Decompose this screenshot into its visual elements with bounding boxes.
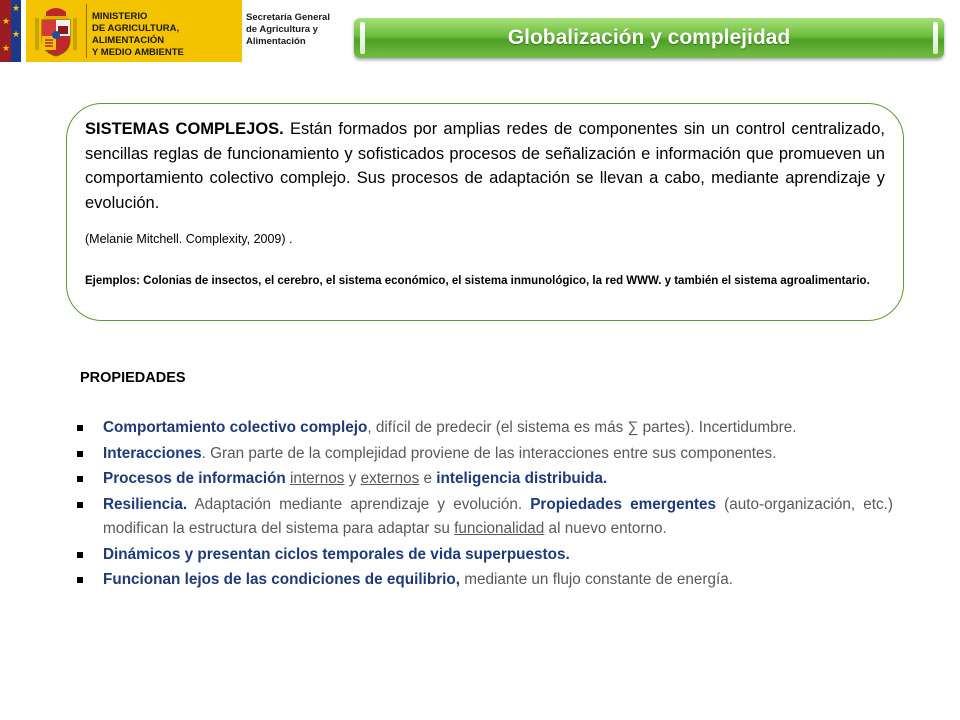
keyword: Propiedades emergentes (530, 495, 717, 513)
bullet-icon (77, 451, 83, 457)
list-item (76, 416, 893, 441)
secretaria-name: Secretaría General de Agricultura y Alimentación (246, 12, 330, 47)
list-item (76, 543, 893, 568)
keyword: inteligencia distribuida. (436, 470, 608, 487)
properties-heading: PROPIEDADES (80, 370, 186, 386)
item-text: mediante un flujo constante de energía. (460, 571, 733, 588)
keyword: Procesos de información (103, 470, 286, 487)
list-item (76, 493, 893, 542)
ministry-logo (0, 0, 242, 62)
underlined-term: internos (290, 470, 345, 487)
star-icon: ★ (2, 16, 11, 26)
item-text: y (344, 470, 361, 487)
item-text: e (419, 470, 437, 487)
bullet-icon (77, 502, 83, 508)
star-icon: ★ (12, 29, 21, 39)
item-text: (auto-organización, etc.) modifican la estructura del sistema para adaptar su (103, 495, 894, 537)
definition-examples: Ejemplos: Colonias de insectos, el cerebro, el sistema económico, el sistema inmunológico, la red WWW. y también el sistema agroalimentario. (85, 275, 870, 287)
ministry-name: MINISTERIO DE AGRICULTURA, ALIMENTACIÓN Y MEDIO AMBIENTE (92, 11, 184, 58)
definition-body: Están formados por amplias redes de componentes sin un control centralizado, sencillas reglas de funcionamiento y sofisticados procesos de señalización e información que promueven un comportamiento colectivo complejo. Sus procesos de adaptación se llevan a cabo, mediante aprendizaje y evolución. (85, 120, 885, 212)
item-text: , difícil de predecir (el sistema es más ∑ partes). Incertidumbre. (367, 419, 797, 436)
underlined-term: funcionalidad (454, 520, 545, 537)
underlined-term: externos (360, 470, 420, 487)
definition-citation: (Melanie Mitchell. Complexity, 2009) . (85, 232, 293, 246)
keyword: Resiliencia. (103, 495, 188, 513)
keyword: Funcionan lejos de las condiciones de equilibrio, (103, 571, 460, 588)
definition-term: SISTEMAS COMPLEJOS. (85, 120, 284, 138)
bullet-icon (77, 425, 83, 431)
keyword: Interacciones (103, 444, 202, 462)
item-text: Adaptación mediante aprendizaje y evolución. (187, 495, 531, 513)
definition-box (66, 103, 904, 321)
keyword: Comportamiento colectivo complejo (103, 419, 368, 436)
definition-text (85, 117, 885, 215)
coat-of-arms-icon (32, 4, 80, 58)
star-icon: ★ (12, 3, 21, 13)
bullet-icon (77, 552, 83, 558)
keyword: Dinámicos y presentan ciclos temporales de vida superpuestos. (103, 545, 570, 563)
star-icon: ★ (2, 43, 11, 53)
list-item (76, 568, 893, 593)
list-item (76, 442, 893, 467)
title-banner (354, 18, 944, 58)
bullet-icon (77, 577, 83, 583)
bullet-icon (77, 476, 83, 482)
page-title: Globalización y complejidad (507, 26, 791, 49)
logo-divider (86, 4, 87, 58)
item-text: . Gran parte de la complejidad proviene de las interacciones entre sus componentes. (201, 444, 777, 462)
list-item (76, 467, 893, 492)
properties-list (76, 416, 893, 594)
item-text: al nuevo entorno. (544, 520, 667, 537)
